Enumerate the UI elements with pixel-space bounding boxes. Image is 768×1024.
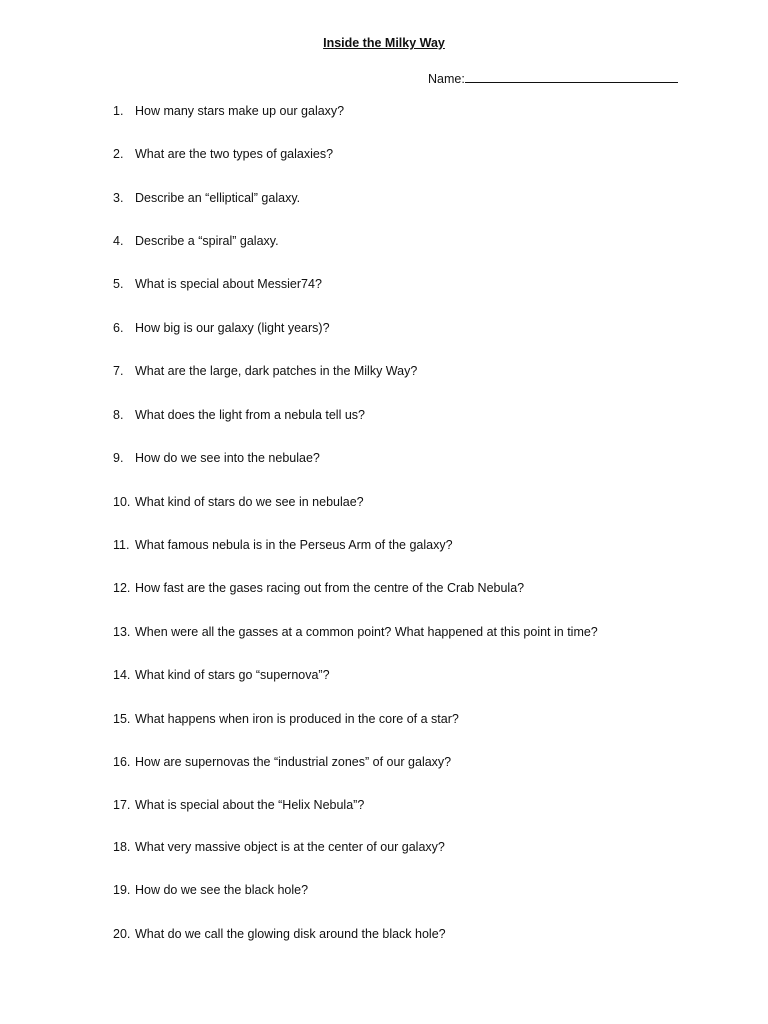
question-number: 20. — [113, 927, 131, 941]
question-text: What are the large, dark patches in the Milky Way? — [135, 364, 418, 378]
question-item — [113, 450, 320, 466]
question-text: How many stars make up our galaxy? — [135, 104, 345, 118]
question-number: 17. — [113, 798, 131, 812]
question-item — [113, 624, 598, 640]
question-text: What happens when iron is produced in the core of a star? — [135, 712, 459, 726]
question-number: 2. — [113, 147, 124, 161]
question-number: 16. — [113, 755, 131, 769]
question-item — [113, 839, 445, 855]
question-number: 5. — [113, 277, 124, 291]
question-item — [113, 667, 330, 683]
question-text: What kind of stars do we see in nebulae? — [135, 495, 364, 509]
question-number: 10. — [113, 495, 131, 509]
question-number: 11. — [113, 538, 130, 552]
question-item — [113, 146, 333, 162]
question-item — [113, 233, 279, 249]
name-field[interactable] — [428, 69, 678, 86]
question-text: What is special about Messier74? — [135, 277, 322, 291]
question-item — [113, 363, 417, 379]
question-item — [113, 407, 365, 423]
question-text: When were all the gasses at a common point? What happened at this point in time? — [135, 625, 598, 639]
question-number: 15. — [113, 712, 131, 726]
question-item — [113, 320, 330, 336]
question-item — [113, 537, 453, 553]
question-item — [113, 926, 446, 942]
question-text: How do we see the black hole? — [135, 883, 309, 897]
question-number: 14. — [113, 668, 131, 682]
question-item — [113, 190, 300, 206]
question-text: What are the two types of galaxies? — [135, 147, 334, 161]
question-text: What do we call the glowing disk around the black hole? — [135, 927, 446, 941]
question-number: 7. — [113, 364, 124, 378]
question-number: 6. — [113, 321, 124, 335]
question-item — [113, 103, 344, 119]
document-title: Inside the Milky Way — [323, 36, 445, 50]
question-number: 3. — [113, 191, 124, 205]
question-text: What kind of stars go “supernova”? — [135, 668, 330, 682]
question-number: 12. — [113, 581, 131, 595]
question-item — [113, 797, 364, 813]
name-label: Name: — [428, 72, 465, 86]
name-blank-line[interactable] — [465, 69, 678, 83]
question-number: 8. — [113, 408, 124, 422]
question-text: What is special about the “Helix Nebula”? — [135, 798, 365, 812]
question-text: Describe an “elliptical” galaxy. — [135, 191, 301, 205]
question-item — [113, 494, 364, 510]
question-item — [113, 711, 459, 727]
question-item — [113, 580, 524, 596]
question-text: How fast are the gases racing out from the centre of the Crab Nebula? — [135, 581, 525, 595]
question-text: How are supernovas the “industrial zones” of our galaxy? — [135, 755, 452, 769]
question-text: What famous nebula is in the Perseus Arm of the galaxy? — [135, 538, 453, 552]
question-item — [113, 276, 322, 292]
question-item — [113, 754, 451, 770]
question-item — [113, 882, 308, 898]
question-text: Describe a “spiral” galaxy. — [135, 234, 279, 248]
question-number: 1. — [113, 104, 124, 118]
question-number: 4. — [113, 234, 124, 248]
question-text: What very massive object is at the center of our galaxy? — [135, 840, 445, 854]
question-number: 18. — [113, 840, 131, 854]
question-number: 19. — [113, 883, 131, 897]
question-text: What does the light from a nebula tell us? — [135, 408, 365, 422]
question-number: 9. — [113, 451, 124, 465]
question-text: How big is our galaxy (light years)? — [135, 321, 330, 335]
question-number: 13. — [113, 625, 131, 639]
question-text: How do we see into the nebulae? — [135, 451, 320, 465]
